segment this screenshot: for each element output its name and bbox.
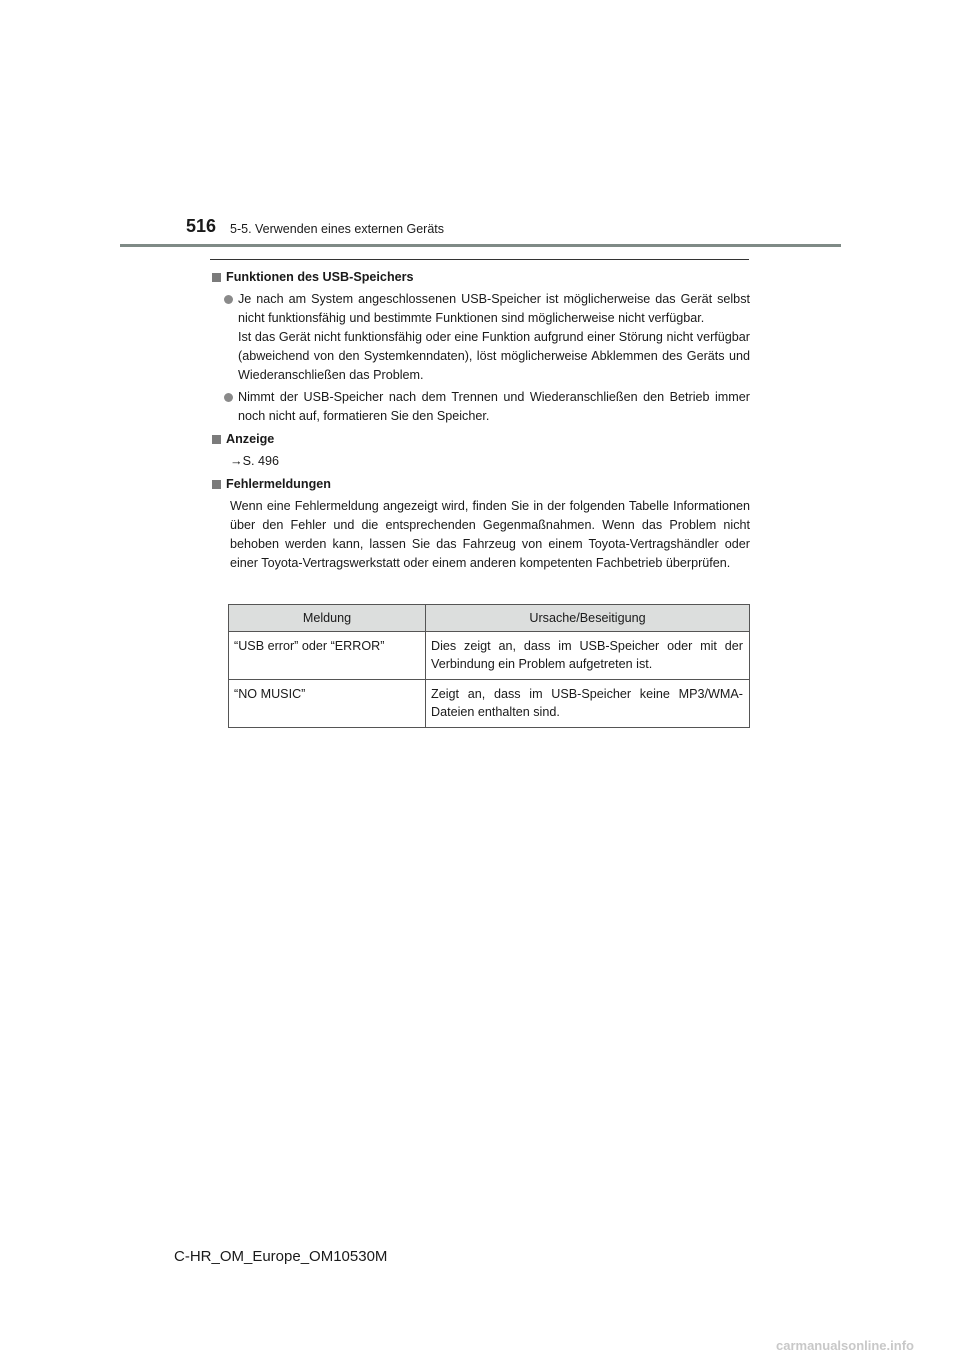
circle-bullet-icon — [224, 295, 233, 304]
watermark: carmanualsonline.info — [776, 1338, 914, 1353]
list-item — [224, 290, 750, 385]
bullet-text: Nimmt der USB-Speicher nach dem Trennen und Wiederanschließen den Betrieb immer noch nicht auf, formatieren Sie den Speicher. — [238, 390, 750, 423]
section-title: 5-5. Verwenden eines externen Geräts — [230, 222, 445, 236]
page-reference: →S. 496 — [230, 454, 280, 468]
table-cell-message: “NO MUSIC” — [229, 680, 426, 728]
square-bullet-icon — [212, 435, 221, 444]
header-rule — [120, 244, 841, 247]
section-divider — [210, 259, 749, 260]
heading-error-messages — [210, 475, 750, 494]
table-cell-message: “USB error” oder “ERROR” — [229, 632, 426, 680]
main-content — [210, 268, 750, 573]
error-intro-text: Wenn eine Fehlermeldung angezeigt wird, finden Sie in der folgenden Tabelle Informationen über den Fehler und die entsprechenden Gegenmaßnahmen. Wenn das Problem nicht behoben werden kann, lassen Sie das Fahrzeug von einem Toyota-Vertragshändler oder einer Toyota-Vertragswerkstatt oder einem anderen kompetenten Fachbetrieb überprüfen. — [230, 499, 750, 570]
table-cell-cause: Dies zeigt an, dass im USB-Speicher oder mit der Verbindung ein Problem aufgetreten ist. — [426, 632, 750, 680]
page-number: 516 — [186, 216, 217, 236]
column-header: Meldung — [229, 605, 426, 632]
table-cell-cause: Zeigt an, dass im USB-Speicher keine MP3/WMA-Dateien enthalten sind. — [426, 680, 750, 728]
table-header-row — [229, 605, 750, 632]
square-bullet-icon — [212, 480, 221, 489]
table-row — [229, 680, 750, 728]
heading-text: Funktionen des USB-Speichers — [226, 270, 414, 284]
document-id: C-HR_OM_Europe_OM10530M — [174, 1248, 388, 1265]
heading-display — [210, 430, 750, 449]
column-header: Ursache/Beseitigung — [426, 605, 750, 632]
heading-text: Fehlermeldungen — [226, 477, 331, 491]
heading-usb-functions — [210, 268, 750, 287]
circle-bullet-icon — [224, 393, 233, 402]
table-row — [229, 632, 750, 680]
bullet-text: Je nach am System angeschlossenen USB-Speicher ist möglicherweise das Gerät selbst nicht funktionsfähig und bestimmte Funktionen sind möglicherweise nicht verfügbar. — [238, 292, 750, 325]
list-item — [224, 388, 750, 426]
square-bullet-icon — [212, 273, 221, 282]
heading-text: Anzeige — [226, 432, 275, 446]
error-table — [228, 604, 750, 728]
bullet-text: Ist das Gerät nicht funktionsfähig oder eine Funktion aufgrund einer Störung nicht verfügbar (abweichend von den Systemkenndaten), löst möglicherweise Abklemmen des Geräts und Wiederanschließen das Problem. — [238, 330, 750, 382]
